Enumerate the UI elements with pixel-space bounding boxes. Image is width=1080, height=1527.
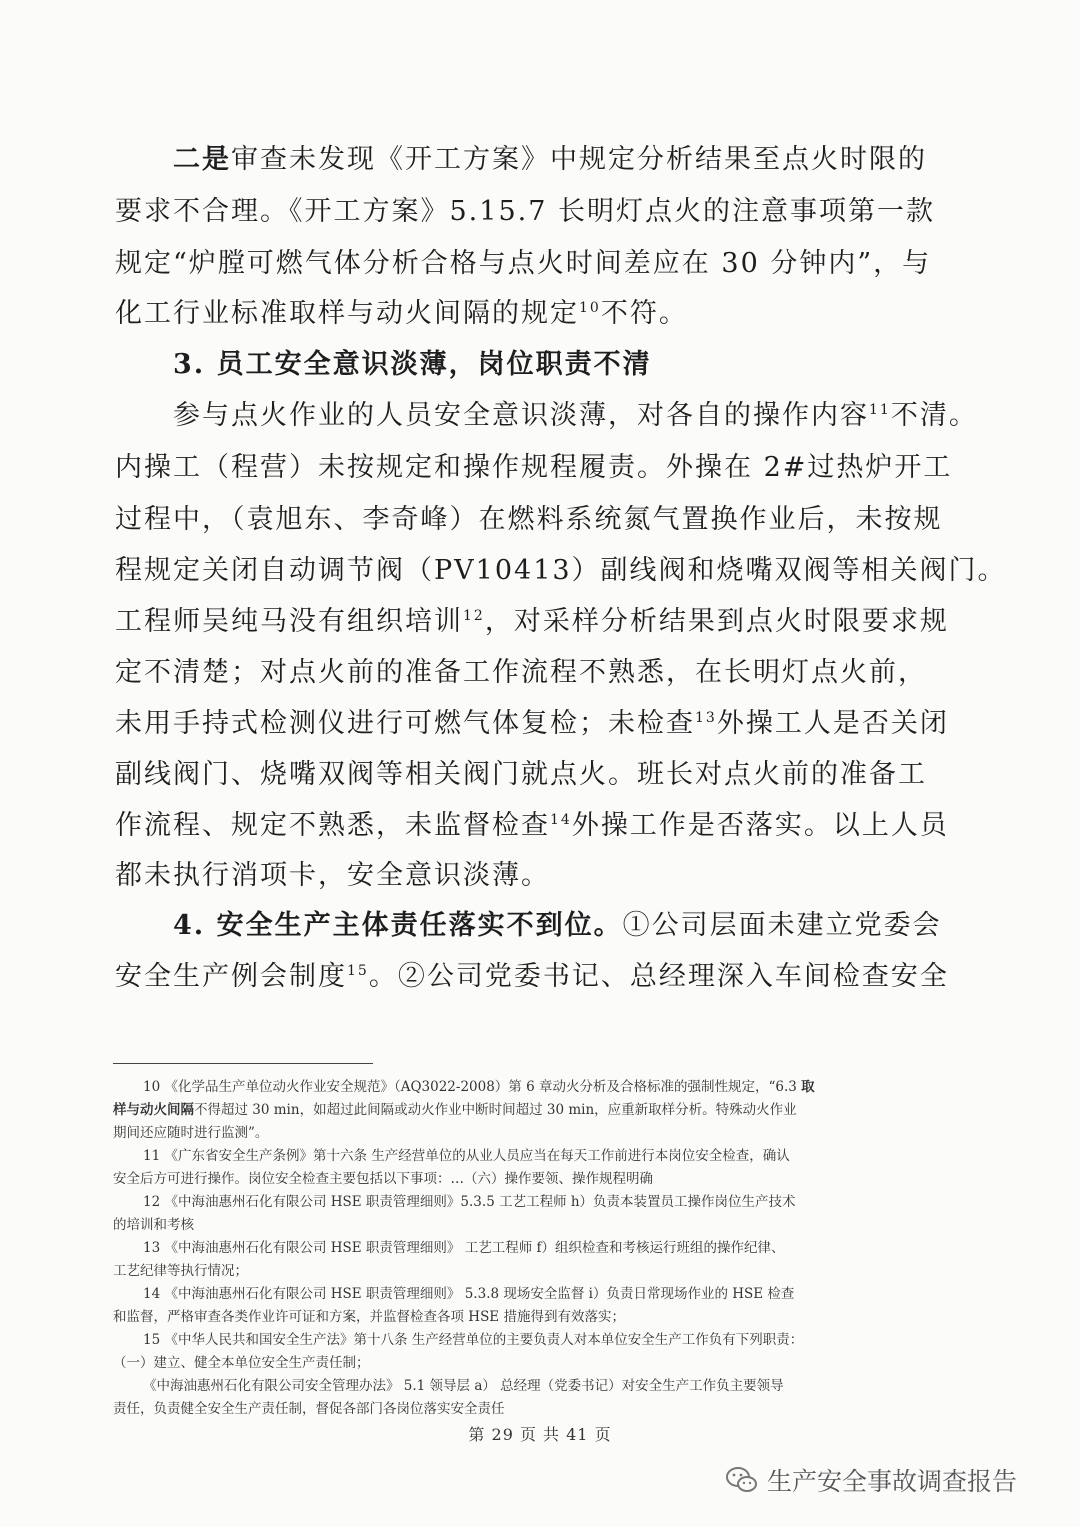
paragraph-line: 程规定关闭自动调节阀（PV10413）副线阀和烧嘴双阀等相关阀门。 bbox=[115, 555, 1007, 586]
paragraph-line: 4. 安全生产主体责任落实不到位。①公司层面未建立党委会 bbox=[173, 910, 942, 941]
footnote-line: 14 《中海油惠州石化有限公司 HSE 职责管理细则》 5.3.8 现场安全监督 i）负责日常现场作业的 HSE 检查 bbox=[143, 1286, 795, 1302]
footnote-ref: 11 bbox=[869, 402, 891, 418]
footnote-separator bbox=[113, 1063, 373, 1064]
paragraph-line: 定不清楚；对点火前的准备工作流程不熟悉，在长明灯点火前， bbox=[115, 657, 927, 688]
wechat-icon bbox=[725, 1465, 759, 1495]
footnote-line: 样与动火间隔不得超过 30 min，如超过此间隔或动火作业中断时间超过 30 min，应重新取样分析。特殊动火作业 bbox=[113, 1102, 797, 1118]
footnote-ref: 12 bbox=[463, 608, 485, 624]
footnote-line: 期间还应随时进行监测”。 bbox=[113, 1125, 269, 1141]
paragraph-line: 规定“炉膛可燃气体分析合格与点火时间差应在 30 分钟内”，与 bbox=[115, 248, 932, 279]
footnote-line: 13 《中海油惠州石化有限公司 HSE 职责管理细则》 工艺工程师 f）组织检查和考核运行班组的操作纪律、 bbox=[143, 1240, 785, 1256]
footnote-line: （一）建立、健全本单位安全生产责任制； bbox=[113, 1355, 370, 1371]
footnote-line: 12 《中海油惠州石化有限公司 HSE 职责管理细则》5.3.5 工艺工程师 h）负责本装置员工操作岗位生产技术 bbox=[143, 1194, 796, 1210]
footnote-line: 工艺纪律等执行情况； bbox=[113, 1263, 248, 1279]
paragraph-line: 都未执行消项卡，安全意识淡薄。 bbox=[115, 860, 550, 891]
footnote-ref: 13 bbox=[695, 710, 717, 726]
paragraph-line: 工程师吴纯马没有组织培训$^{12}$，对采样分析结果到点火时限要求规 bbox=[115, 606, 949, 637]
paragraph-line: 作流程、规定不熟悉，未监督检查$^{14}$外操工作是否落实。以上人员 bbox=[115, 810, 949, 841]
paragraph-line: 二是审查未发现《开工方案》中规定分析结果至点火时限的 bbox=[173, 144, 927, 175]
paragraph-line: 参与点火作业的人员安全意识淡薄，对各自的操作内容$^{11}$不清。 bbox=[173, 400, 978, 431]
paragraph-line: 化工行业标准取样与动火间隔的规定$^{10}$不符。 bbox=[115, 298, 688, 329]
lead-text: 二是 bbox=[173, 144, 231, 175]
footnote-ref: 14 bbox=[550, 812, 572, 828]
footnote-line: 《中海油惠州石化有限公司安全管理办法》 5.1 领导层 a） 总经理（党委书记）对安全生产工作负主要领导 bbox=[143, 1378, 784, 1394]
footnote-line: 11 《广东省安全生产条例》第十六条 生产经营单位的从业人员应当在每天工作前进行本岗位安全检查，确认 bbox=[143, 1148, 790, 1164]
footnote-ref: 10 bbox=[579, 300, 601, 316]
source-watermark bbox=[725, 1462, 1017, 1498]
paragraph-line: 安全生产例会制度$^{15}$。②公司党委书记、总经理深入车间检查安全 bbox=[115, 961, 949, 992]
paragraph-line: 内操工（程营）未按规定和操作规程履责。外操在 2#过热炉开工 bbox=[115, 452, 953, 483]
footnote-line: 10 《化学品生产单位动火作业安全规范》（AQ3022-2008）第 6 章动火分析及合格标准的强制性规定，“6.3 取 bbox=[143, 1079, 815, 1095]
paragraph-line: 副线阀门、烧嘴双阀等相关阀门就点火。班长对点火前的准备工 bbox=[115, 759, 927, 790]
page-number: 第 29 页 共 41 页 bbox=[468, 1425, 612, 1444]
footnote-line: 15 《中华人民共和国安全生产法》第十八条 生产经营单位的主要负责人对本单位安全生产工作负有下列职责： bbox=[143, 1332, 804, 1348]
lead-text: 4. 安全生产主体责任落实不到位。 bbox=[173, 910, 623, 941]
paragraph-line: 未用手持式检测仪进行可燃气体复检；未检查$^{13}$外操工人是否关闭 bbox=[115, 708, 949, 739]
footnote-line: 的培训和考核 bbox=[113, 1217, 194, 1233]
paragraph-line: 过程中，（袁旭东、李奇峰）在燃料系统氮气置换作业后，未按规 bbox=[115, 504, 943, 535]
section-heading: 3. 员工安全意识淡薄，岗位职责不清 bbox=[173, 349, 652, 380]
footnote-line: 责任，负责健全安全生产责任制，督促各部门各岗位落实安全责任 bbox=[113, 1401, 505, 1417]
paragraph-line: 要求不合理。《开工方案》5.15.7 长明灯点火的注意事项第一款 bbox=[115, 196, 935, 227]
watermark-text: 生产安全事故调查报告 bbox=[767, 1467, 1018, 1496]
footnote-line: 和监督，严格审查各类作业许可证和方案，并监督检查各项 HSE 措施得到有效落实； bbox=[113, 1309, 625, 1325]
footnote-ref: 15 bbox=[347, 963, 369, 979]
footnote-line: 安全后方可进行操作。岗位安全检查主要包括以下事项：…（六）操作要领、操作规程明确 bbox=[113, 1171, 653, 1187]
